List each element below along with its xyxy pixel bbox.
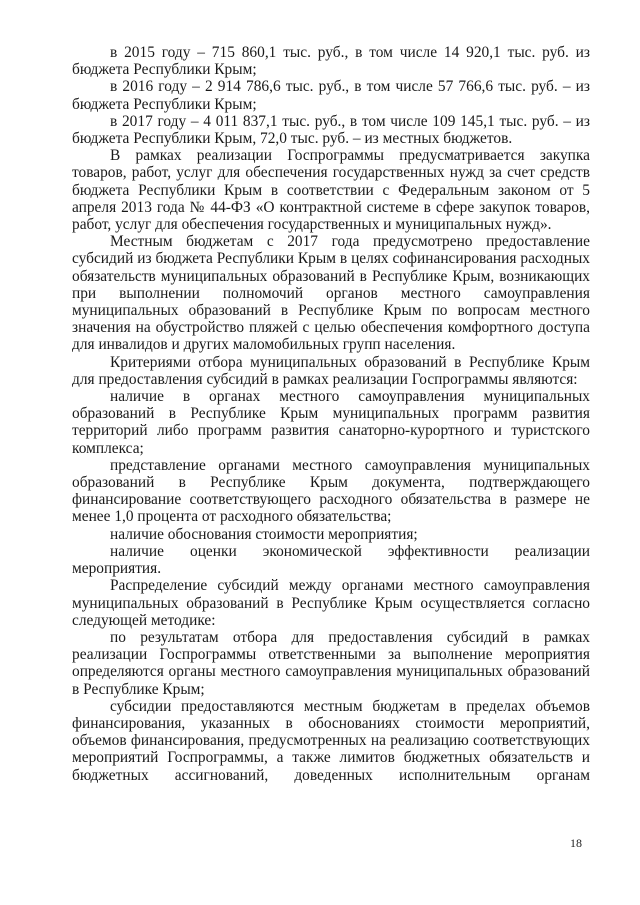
paragraph-subsidies-limits: субсидии предоставляются местным бюджетам в пределах объемов финансирования, указанных в обоснованиях стоимости мероприятий, объемов финансирования, предусмотренных на реализацию соответствующих мероприятий Госпрограммы, а также лимитов бюджетных обязательств и бюджетных ассигнований, доведенных исполнительным органам bbox=[72, 697, 590, 784]
document-body bbox=[72, 44, 590, 784]
paragraph-2015: в 2015 году – 715 860,1 тыс. руб., в том числе 14 920,1 тыс. руб. из бюджета Республики Крым; bbox=[72, 44, 590, 79]
paragraph-selection-results: по результатам отбора для предоставления субсидий в рамках реализации Госпрограммы ответственными за выполнение мероприятия определяются органы местного самоуправления муниципальных образований в Республике Крым; bbox=[72, 628, 590, 698]
paragraph-procurement: В рамках реализации Госпрограммы предусматривается закупка товаров, работ, услуг для обеспечения государственных нужд за счет средств бюджета Республики Крым в соответствии с Федеральным законом от 5 апреля 2013 года № 44-ФЗ «О контрактной системе в сфере закупок товаров, работ, услуг для обеспечения государственных и муниципальных нужд». bbox=[72, 147, 590, 234]
paragraph-2017: в 2017 году – 4 011 837,1 тыс. руб., в том числе 109 145,1 тыс. руб. – из бюджета Республики Крым, 72,0 тыс. руб. – из местных бюджетов. bbox=[72, 112, 590, 148]
paragraph-criteria: Критериями отбора муниципальных образований в Республике Крым для предоставления субсидий в рамках реализации Госпрограммы являются: bbox=[72, 353, 590, 388]
paragraph-criterion-document: представление органами местного самоуправления муниципальных образований в Республике Крым документа, подтверждающего финансирование соответствующего расходного обязательства в размере не менее 1,0 процента от расходного обязательства; bbox=[72, 456, 590, 526]
paragraph-2016: в 2016 году – 2 914 786,6 тыс. руб., в том числе 57 766,6 тыс. руб. – из бюджета Республики Крым; bbox=[72, 78, 590, 113]
page-number: 18 bbox=[570, 836, 582, 850]
paragraph-criterion-programs: наличие в органах местного самоуправления муниципальных образований в Республике Крым муниципальных программ развития территорий либо программ развития санаторно-курортного и туристского комплекса; bbox=[72, 388, 590, 457]
paragraph-distribution: Распределение субсидий между органами местного самоуправления муниципальных образований в Республике Крым осуществляется согласно следующей методике: bbox=[72, 577, 590, 629]
paragraph-criterion-efficiency: наличие оценки экономической эффективности реализации мероприятия. bbox=[72, 542, 590, 578]
paragraph-criterion-cost: наличие обоснования стоимости мероприятия; bbox=[110, 525, 418, 543]
paragraph-local-budgets: Местным бюджетам с 2017 года предусмотрено предоставление субсидий из бюджета Республики Крым в целях софинансирования расходных обязательств муниципальных образований в Республике Крым, возникающих при выполнении полномочий органов местного самоуправления муниципальных образований в Республике Крым по вопросам местного значения на обустройство пляжей с целью обеспечения комфортного доступа для инвалидов и других маломобильных групп населения. bbox=[72, 233, 590, 354]
